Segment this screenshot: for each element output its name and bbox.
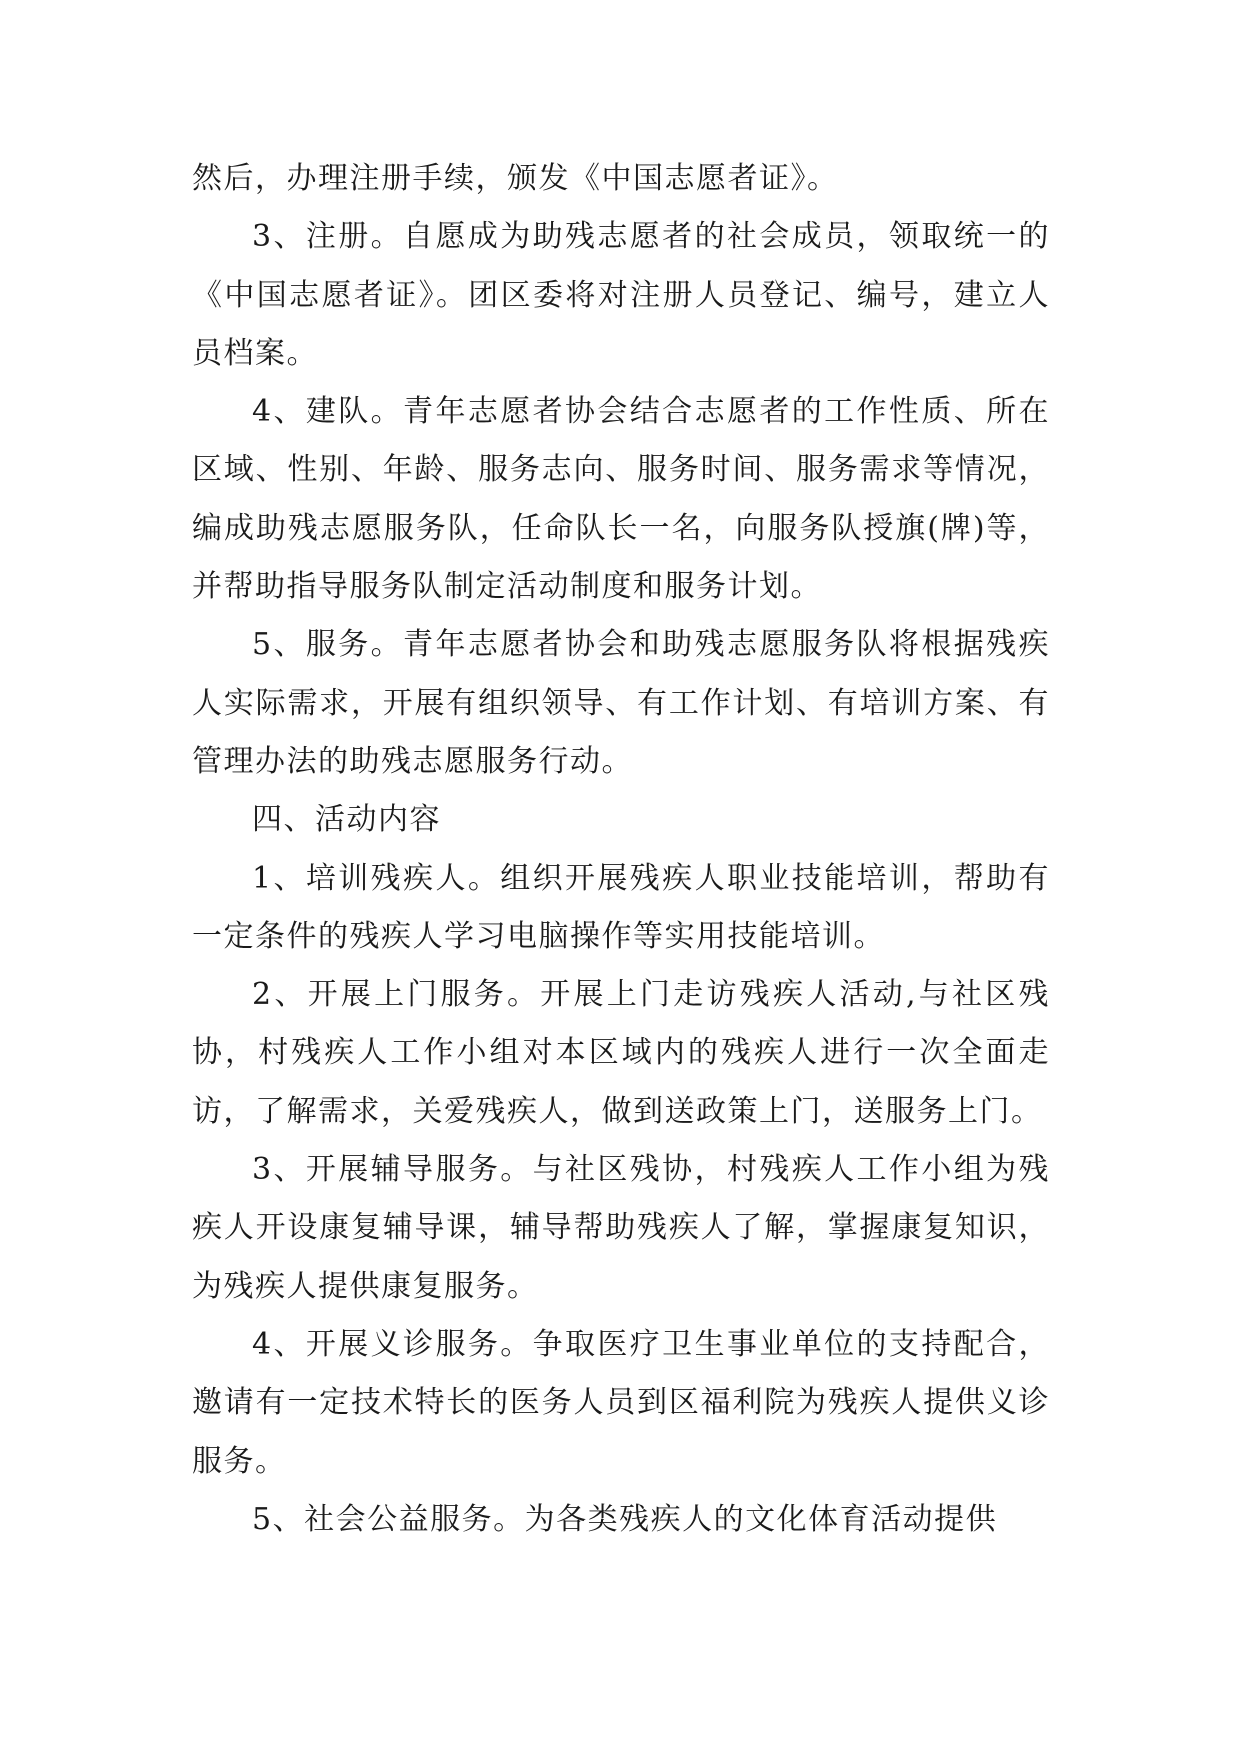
- section-heading: 四、活动内容: [252, 802, 441, 838]
- paragraph: 4、建队。青年志愿者协会结合志愿者的工作性质、所在区域、性别、年龄、服务志向、服务时间、服务需求等情况，编成助残志愿服务队，任命队长一名，向服务队授旗(牌)等，并帮助指导服务队制定活动制度和服务计划。: [192, 394, 1050, 605]
- paragraph: 1、培训残疾人。组织开展残疾人职业技能培训，帮助有一定条件的残疾人学习电脑操作等实用技能培训。: [192, 860, 1050, 954]
- paragraph: 4、开展义诊服务。争取医疗卫生事业单位的支持配合，邀请有一定技术特长的医务人员到区福利院为残疾人提供义诊服务。: [192, 1326, 1050, 1479]
- paragraph: 3、注册。自愿成为助残志愿者的社会成员，领取统一的《中国志愿者证》。团区委将对注册人员登记、编号，建立人员档案。: [192, 219, 1050, 371]
- paragraph: 然后，办理注册手续，颁发《中国志愿者证》。: [192, 161, 839, 196]
- paragraph: 5、服务。青年志愿者协会和助残志愿服务队将根据残疾人实际需求，开展有组织领导、有工作计划、有培训方案、有管理办法的助残志愿服务行动。: [192, 627, 1050, 779]
- paragraph: 2、开展上门服务。开展上门走访残疾人活动,与社区残协，村残疾人工作小组对本区域内的残疾人进行一次全面走访，了解需求，关爱残疾人，做到送政策上门，送服务上门。: [192, 977, 1050, 1129]
- paragraph: 3、开展辅导服务。与社区残协，村残疾人工作小组为残疾人开设康复辅导课，辅导帮助残疾人了解，掌握康复知识，为残疾人提供康复服务。: [192, 1152, 1050, 1304]
- document-body: [192, 150, 1050, 1549]
- paragraph: 5、社会公益服务。为各类残疾人的文化体育活动提供: [252, 1501, 998, 1537]
